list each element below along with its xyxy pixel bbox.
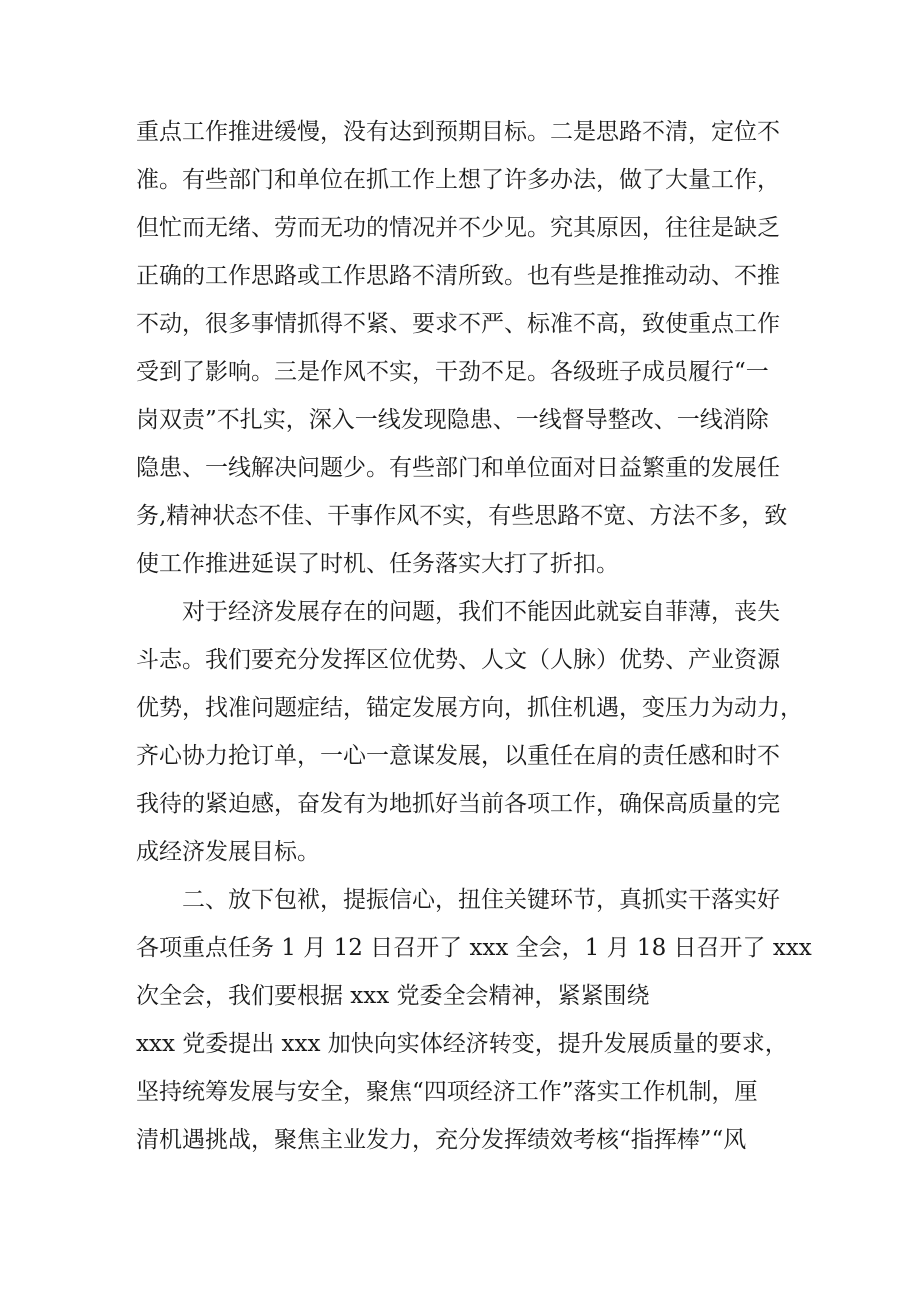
body-text <box>136 108 812 1164</box>
text-line-5: 不动，很多事情抓得不紧、要求不严、标准不高，致使重点工作 <box>136 311 780 337</box>
text-line-8: 隐患、一线解决问题少。有些部门和单位面对日益繁重的发展任 <box>136 455 780 481</box>
text-line-13: 优势，找准问题症结，锚定发展方向，抓住机遇，变压力为动力， <box>136 695 803 721</box>
text-line-10: 使工作推进延误了时机、任务落实大打了折扣。 <box>136 551 619 577</box>
text-line-9: 务,精神状态不佳、干事作风不实，有些思路不宽、方法不多，致 <box>136 503 788 529</box>
text-line-1: 重点工作推进缓慢，没有达到预期目标。二是思路不清，定位不 <box>136 119 780 145</box>
text-line-6: 受到了影响。三是作风不实，干劲不足。各级班子成员履行“一 <box>136 359 769 385</box>
text-line-21: 坚持统筹发展与安全，聚焦“四项经济工作”落实工作机制，厘 <box>136 1079 758 1105</box>
text-line-16: 成经济发展目标。 <box>136 839 320 865</box>
section-heading: 二、放下包袱，提振信心，扭住关键环节，真抓实干落实好 <box>182 887 780 913</box>
text-line-14: 齐心协力抢订单，一心一意谋发展，以重任在肩的责任感和时不 <box>136 743 780 769</box>
text-line-11: 对于经济发展存在的问题，我们不能因此就妄自菲薄，丧失 <box>182 599 780 625</box>
text-line-3: 但忙而无绪、劳而无功的情况并不少见。究其原因，往往是缺乏 <box>136 215 780 241</box>
text-line-22: 清机遇挑战，聚焦主业发力，充分发挥绩效考核“指挥棒”“风 <box>136 1127 747 1153</box>
text-line-15: 我待的紧迫感，奋发有为地抓好当前各项工作，确保高质量的完 <box>136 791 780 817</box>
text-line-20: xxx 党委提出 xxx 加快向实体经济转变，提升发展质量的要求， <box>136 1031 788 1057</box>
text-line-12: 斗志。我们要充分发挥区位优势、人文（人脉）优势、产业资源 <box>136 647 780 673</box>
text-line-7: 岗双责”不扎实，深入一线发现隐患、一线督导整改、一线消除 <box>136 407 769 433</box>
text-line-2: 准。有些部门和单位在抓工作上想了许多办法，做了大量工作， <box>136 167 780 193</box>
text-line-19: 次全会，我们要根据 xxx 党委全会精神，紧紧围绕 <box>136 983 650 1009</box>
text-line-18: 各项重点任务 1 月 12 日召开了 xxx 全会，1 月 18 日召开了 xxx <box>136 935 812 961</box>
text-line-4: 正确的工作思路或工作思路不清所致。也有些是推推动动、不推 <box>136 263 780 289</box>
